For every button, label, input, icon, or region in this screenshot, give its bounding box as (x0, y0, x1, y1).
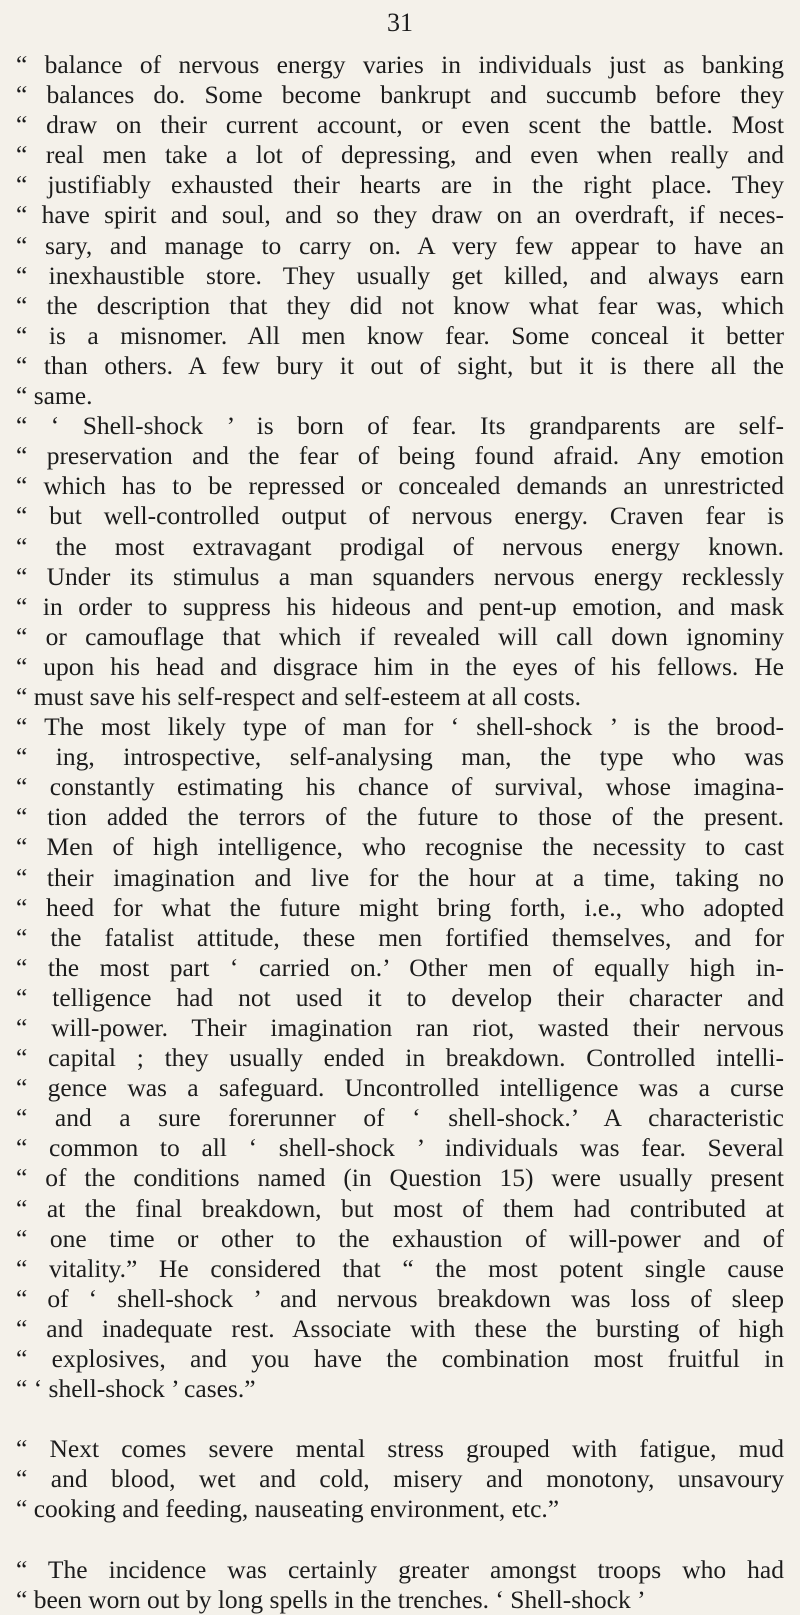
paragraph (16, 1555, 784, 1615)
text-line: “ Men of high intelligence, who recognise the necessity to cast (16, 832, 784, 862)
text-line: “ ing, introspective, self-analysing man, the type who was (16, 742, 784, 772)
text-line: “ the fatalist attitude, these men fortified themselves, and for (16, 922, 784, 952)
text-line: “ their imagination and live for the hour at a time, taking no (16, 862, 784, 892)
text-line: “ inexhaustible store. They usually get killed, and always earn (16, 260, 784, 290)
text-line: “ real men take a lot of depressing, and even when really and (16, 140, 784, 170)
text-line: “ cooking and feeding, nauseating environment, etc.” (16, 1494, 560, 1524)
text-line: “ upon his head and disgrace him in the eyes of his fellows. He (16, 651, 784, 681)
text-line: “ but well-controlled output of nervous energy. Craven fear is (16, 501, 784, 531)
text-line: “ have spirit and soul, and so they draw on an overdraft, if neces- (16, 200, 784, 230)
text-line: “ The most likely type of man for ‘ shell-shock ’ is the brood- (16, 712, 784, 742)
paragraph (16, 50, 784, 411)
text-line: “ or camouflage that which if revealed will call down ignominy (16, 621, 784, 651)
text-line: “ of ‘ shell-shock ’ and nervous breakdown was loss of sleep (16, 1283, 784, 1313)
text-line: “ tion added the terrors of the future to those of the present. (16, 802, 784, 832)
text-line: “ vitality.” He considered that “ the most potent single cause (16, 1253, 784, 1283)
text-line: “ one time or other to the exhaustion of will-power and of (16, 1223, 784, 1253)
text-line: “ is a misnomer. All men know fear. Some conceal it better (16, 320, 784, 350)
text-line: “ preservation and the fear of being found afraid. Any emotion (16, 441, 784, 471)
text-line: “ will-power. Their imagination ran riot, wasted their nervous (16, 1013, 784, 1042)
paragraph (16, 411, 784, 712)
text-line: “ balances do. Some become bankrupt and succumb before they (16, 80, 784, 110)
text-line: “ constantly estimating his chance of survival, whose imagina- (16, 772, 784, 802)
text-line: “ at the final breakdown, but most of them had contributed at (16, 1193, 784, 1223)
text-line: “ telligence had not used it to develop their character and (16, 982, 784, 1012)
text-line: “ and blood, wet and cold, misery and monotony, unsavoury (16, 1464, 784, 1494)
text-line: “ the most extravagant prodigal of nervous energy known. (16, 531, 784, 561)
text-line: “ justifiably exhausted their hearts are in the right place. They (16, 170, 784, 200)
text-line: “ than others. A few bury it out of sight, but it is there all the (16, 350, 784, 380)
text-line: “ balance of nervous energy varies in individuals just as banking (16, 50, 784, 79)
text-line: “ common to all ‘ shell-shock ’ individuals was fear. Several (16, 1133, 784, 1163)
text-line: “ and inadequate rest. Associate with these the bursting of high (16, 1313, 784, 1343)
text-line: “ The incidence was certainly greater amongst troops who had (16, 1554, 784, 1584)
page-number: 31 (387, 8, 413, 37)
text-line: “ ‘ shell-shock ’ cases.” (16, 1374, 256, 1404)
text-line: “ heed for what the future might bring forth, i.e., who adopted (16, 892, 784, 922)
text-line: “ the description that they did not know what fear was, which (16, 290, 784, 320)
text-line: “ must save his self-respect and self-esteem at all costs. (16, 681, 582, 711)
text-line: “ draw on their current account, or even scent the battle. Most (16, 110, 784, 140)
paragraph (16, 712, 784, 1404)
text-line: “ of the conditions named (in Question 15) were usually present (16, 1163, 784, 1193)
text-line: “ which has to be repressed or concealed demands an unrestricted (16, 471, 784, 501)
text-line: “ been worn out by long spells in the trenches. ‘ Shell-shock ’ (16, 1584, 646, 1614)
text-line: “ in order to suppress his hideous and pent-up emotion, and mask (16, 591, 784, 621)
text-line: “ same. (16, 381, 93, 411)
text-line: “ ‘ Shell-shock ’ is born of fear. Its grandparents are self- (16, 411, 784, 441)
text-line: “ Under its stimulus a man squanders nervous energy recklessly (16, 561, 784, 591)
body-text (16, 50, 784, 1615)
text-line: “ and a sure forerunner of ‘ shell-shock.’ A characteristic (16, 1103, 784, 1133)
text-line: “ the most part ‘ carried on.’ Other men of equally high in- (16, 952, 784, 982)
text-line: “ capital ; they usually ended in breakdown. Controlled intelli- (16, 1043, 784, 1073)
text-line: “ explosives, and you have the combination most fruitful in (16, 1344, 784, 1374)
paragraph-gap (16, 1404, 784, 1434)
text-line: “ sary, and manage to carry on. A very few appear to have an (16, 230, 784, 260)
text-line: “ gence was a safeguard. Uncontrolled intelligence was a curse (16, 1073, 784, 1103)
paragraph-gap (16, 1525, 784, 1555)
paragraph (16, 1434, 784, 1524)
text-line: “ Next comes severe mental stress grouped with fatigue, mud (16, 1434, 784, 1464)
